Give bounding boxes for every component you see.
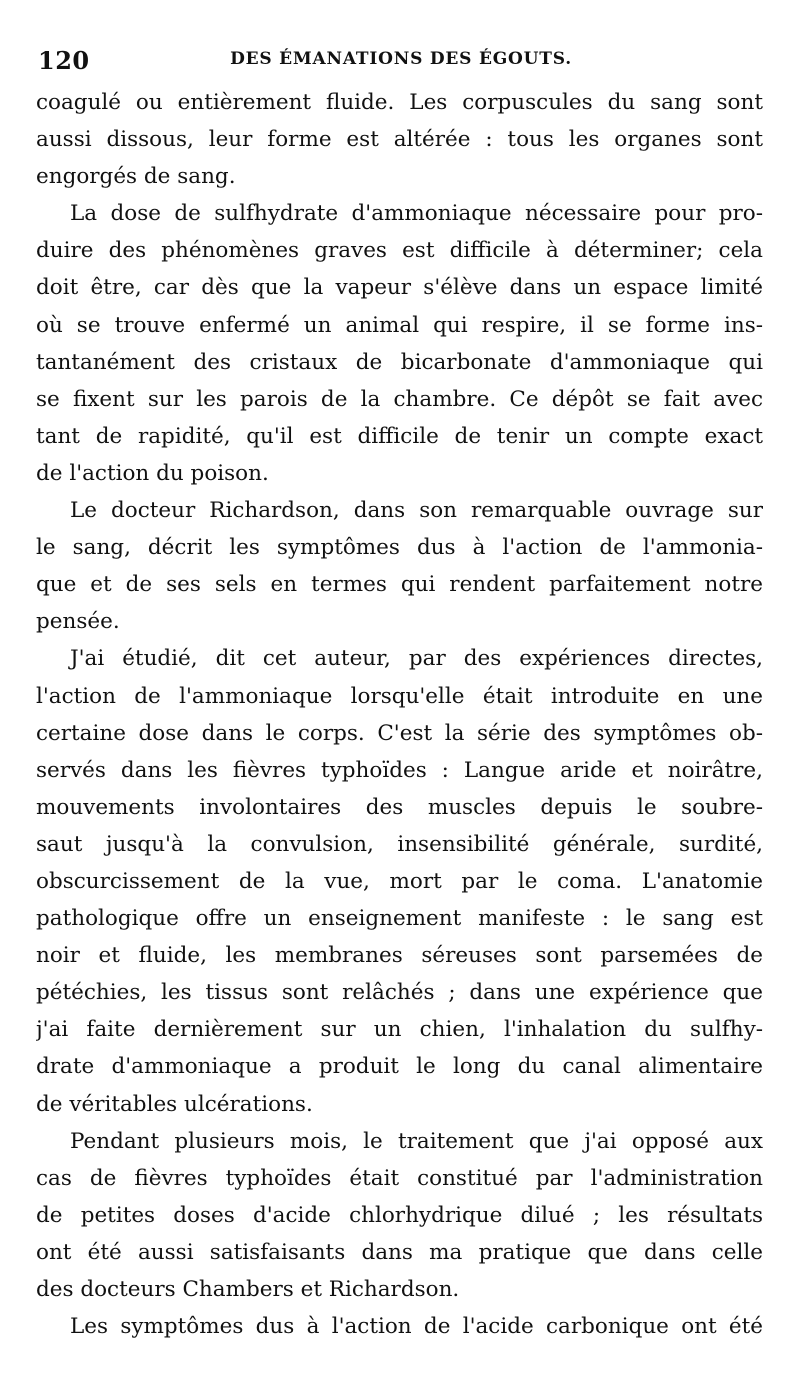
text-line: Les symptômes dus à l'action de l'acide carbonique ont été xyxy=(70,1314,763,1340)
text-line: de petites doses d'acide chlorhydrique dilué ; les résultats xyxy=(36,1202,763,1228)
text-line: j'ai faite dernièrement sur un chien, l'inhalation du sulfhy- xyxy=(36,1017,763,1043)
text-line: où se trouve enfermé un animal qui respire, il se forme ins- xyxy=(36,312,763,338)
text-line: se fixent sur les parois de la chambre. Ce dépôt se fait avec xyxy=(36,386,763,412)
text-line: que et de ses sels en termes qui rendent parfaitement notre xyxy=(36,572,763,598)
text-line: pétéchies, les tissus sont relâchés ; dans une expérience que xyxy=(36,980,763,1006)
text-line: Pendant plusieurs mois, le traitement que j'ai opposé aux xyxy=(70,1128,763,1154)
text-line: cas de fièvres typhoïdes était constitué par l'administration xyxy=(36,1165,763,1191)
text-line: duire des phénomènes graves est difficile à déterminer; cela xyxy=(36,238,763,264)
text-line: de véritables ulcérations. xyxy=(36,1091,313,1117)
text-line: pathologique offre un enseignement manifeste : le sang est xyxy=(36,906,763,932)
text-line: certaine dose dans le corps. C'est la série des symptômes ob- xyxy=(36,720,763,746)
text-line: J'ai étudié, dit cet auteur, par des expériences directes, xyxy=(70,646,763,672)
text-line: l'action de l'ammoniaque lorsqu'elle était introduite en une xyxy=(36,683,763,709)
text-line: La dose de sulfhydrate d'ammoniaque nécessaire pour pro- xyxy=(70,201,763,227)
text-line: pensée. xyxy=(36,609,120,635)
text-line: coagulé ou entièrement fluide. Les corpuscules du sang sont xyxy=(36,90,763,115)
text-line: tantanément des cristaux de bicarbonate d'ammoniaque qui xyxy=(36,349,763,375)
text-line: Le docteur Richardson, dans son remarquable ouvrage sur xyxy=(70,498,763,524)
text-line: engorgés de sang. xyxy=(36,164,236,190)
text-line: drate d'ammoniaque a produit le long du canal alimentaire xyxy=(36,1054,763,1080)
running-title: DES ÉMANATIONS DES ÉGOUTS. xyxy=(230,49,572,69)
text-line: obscurcissement de la vue, mort par le coma. L'anatomie xyxy=(36,868,763,894)
text-line: le sang, décrit les symptômes dus à l'action de l'ammonia- xyxy=(36,535,763,561)
text-line: mouvements involontaires des muscles depuis le soubre- xyxy=(36,794,763,820)
text-line: de l'action du poison. xyxy=(36,460,269,486)
text-line: noir et fluide, les membranes séreuses sont parsemées de xyxy=(36,943,763,969)
text-line: ont été aussi satisfaisants dans ma pratique que dans celle xyxy=(36,1239,763,1265)
text-line: doit être, car dès que la vapeur s'élève dans un espace limité xyxy=(36,275,763,301)
text-line: des docteurs Chambers et Richardson. xyxy=(36,1277,460,1302)
running-head xyxy=(36,40,766,80)
text-line: aussi dissous, leur forme est altérée : tous les organes sont xyxy=(36,127,763,153)
page-number: 120 xyxy=(38,46,90,75)
text-line: saut jusqu'à la convulsion, insensibilité générale, surdité, xyxy=(36,831,763,857)
text-line: servés dans les fièvres typhoïdes : Langue aride et noirâtre, xyxy=(36,757,763,783)
body-text xyxy=(36,84,763,1345)
text-line: tant de rapidité, qu'il est difficile de tenir un compte exact xyxy=(36,423,763,449)
